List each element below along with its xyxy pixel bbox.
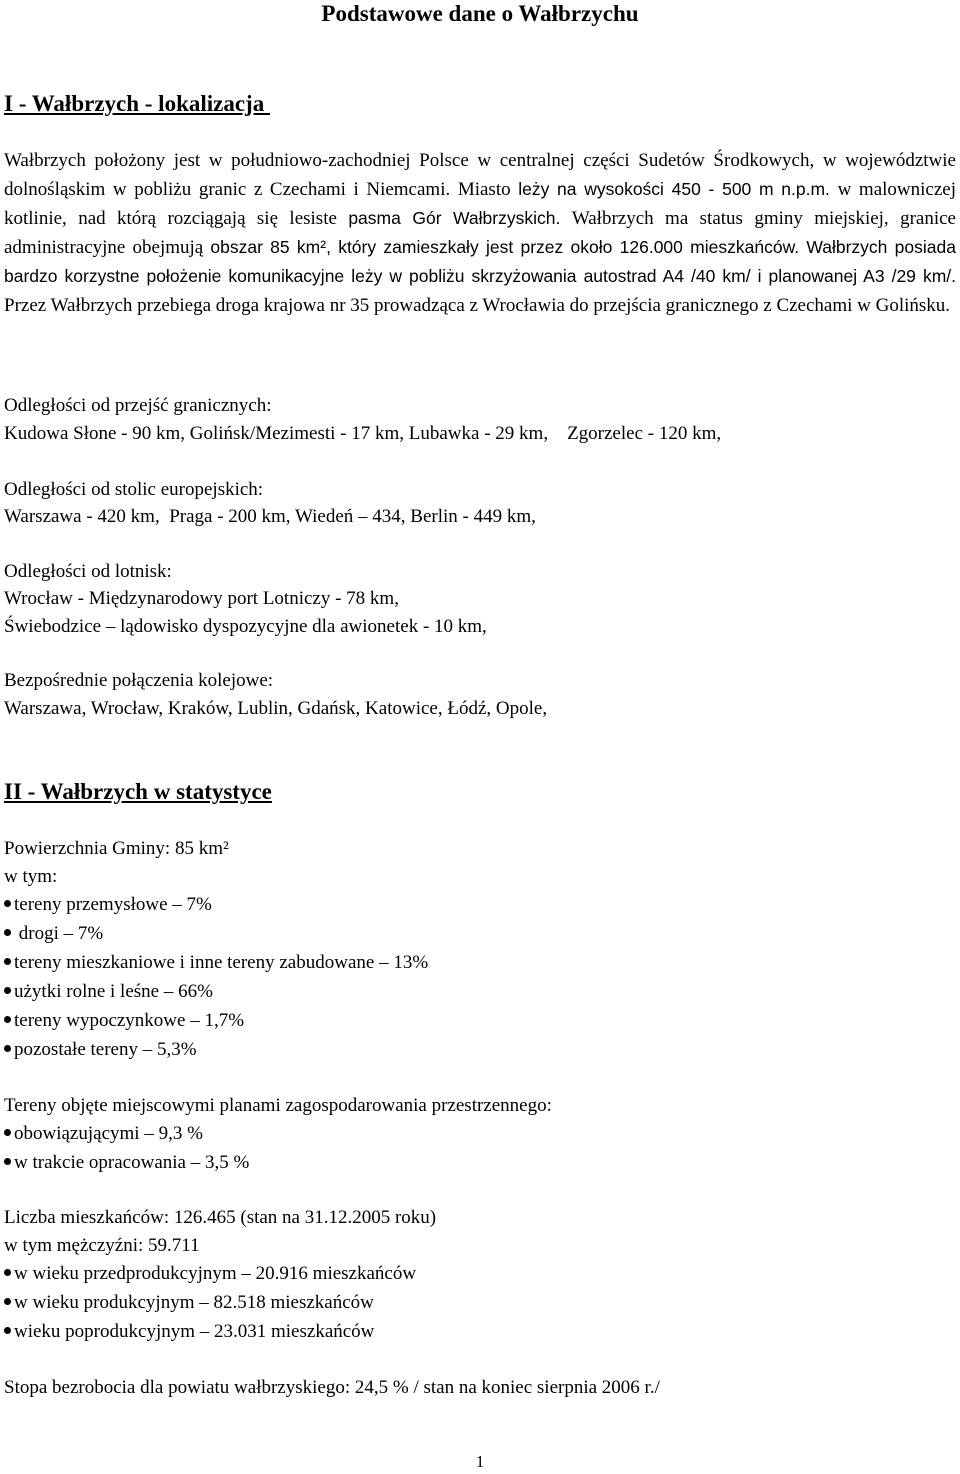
rail-label: Bezpośrednie połączenia kolejowe: bbox=[4, 670, 274, 691]
document-title: Podstawowe dane o Wałbrzychu bbox=[321, 1, 639, 26]
bullet-icon bbox=[4, 929, 11, 936]
section-1-heading: I - Wałbrzych - lokalizacja bbox=[4, 91, 270, 116]
men-line: w tym mężczyźni: 59.711 bbox=[4, 1235, 200, 1256]
capitals-value: Warszawa - 420 km, Praga - 200 km, Wiedeń – 434, Berlin - 449 km, bbox=[4, 506, 536, 527]
intro-text-6: obszar 85 km², który zamieszkały jest przez około 126.000 mieszkańców. Wałbrzych posiada bardzo korzystne położenie komunikacyjne leży w pobliżu skrzyżowania autostrad A4 /40 km/ i planowanej A3 /29 km/. bbox=[4, 237, 956, 286]
intro-text-4: pasma Gór Wałbrzyskich. bbox=[348, 208, 572, 228]
list-item: wieku poprodukcyjnym – 23.031 mieszkańców bbox=[4, 1320, 374, 1344]
list-item: w wieku przedprodukcyjnym – 20.916 mieszkańców bbox=[4, 1262, 416, 1286]
section-2-heading: II - Wałbrzych w statystyce bbox=[4, 779, 272, 804]
bullet-icon bbox=[4, 1045, 11, 1052]
list-item: w wieku produkcyjnym – 82.518 mieszkańców bbox=[4, 1291, 374, 1315]
bullet-icon bbox=[4, 1129, 11, 1136]
airports-value-2: Świebodzice – lądowisko dyspozycyjne dla awionetek - 10 km, bbox=[4, 616, 487, 637]
airports-value-1: Wrocław - Międzynarodowy port Lotniczy - 78 km, bbox=[4, 588, 399, 609]
intro-text-7: Przez Wałbrzych przebiega droga krajowa nr 35 prowadząca z Wrocławia do przejścia granicznego z Czechami w Golińsku. bbox=[4, 295, 951, 316]
border-crossings-label: Odległości od przejść granicznych: bbox=[4, 395, 272, 416]
rail-value: Warszawa, Wrocław, Kraków, Lublin, Gdańsk, Katowice, Łódź, Opole, bbox=[4, 698, 548, 719]
unemployment-line: Stopa bezrobocia dla powiatu wałbrzyskiego: 24,5 % / stan na koniec sierpnia 2006 r./ bbox=[4, 1377, 660, 1398]
intro-text-5: Wałbrzych ma status gminy miejskiej, granice administracyjne obejmują bbox=[4, 208, 956, 258]
border-crossings-value: Kudowa Słone - 90 km, Golińsk/Mezimesti - 17 km, Lubawka - 29 km, Zgorzelec - 120 km, bbox=[4, 423, 722, 444]
plans-label: Tereny objęte miejscowymi planami zagospodarowania przestrzennego: bbox=[4, 1095, 552, 1116]
page-number: 1 bbox=[475, 1452, 485, 1471]
bullet-icon bbox=[4, 958, 11, 965]
bullet-icon bbox=[4, 1158, 11, 1165]
list-item: drogi – 7% bbox=[4, 922, 103, 946]
list-item: użytki rolne i leśne – 66% bbox=[4, 980, 213, 1004]
bullet-icon bbox=[4, 987, 11, 994]
list-item: tereny mieszkaniowe i inne tereny zabudowane – 13% bbox=[4, 951, 428, 975]
list-item: obowiązującymi – 9,3 % bbox=[4, 1122, 203, 1146]
list-item: w trakcie opracowania – 3,5 % bbox=[4, 1151, 249, 1175]
capitals-label: Odległości od stolic europejskich: bbox=[4, 479, 264, 500]
bullet-icon bbox=[4, 1298, 11, 1305]
area-line: Powierzchnia Gminy: 85 km² bbox=[4, 838, 229, 859]
list-item: pozostałe tereny – 5,3% bbox=[4, 1038, 197, 1062]
population-line: Liczba mieszkańców: 126.465 (stan na 31.12.2005 roku) bbox=[4, 1207, 437, 1228]
bullet-icon bbox=[4, 900, 11, 907]
airports-label: Odległości od lotnisk: bbox=[4, 561, 172, 582]
list-item: tereny przemysłowe – 7% bbox=[4, 893, 212, 917]
bullet-icon bbox=[4, 1016, 11, 1023]
including-line: w tym: bbox=[4, 866, 58, 887]
intro-text-3: w malowniczej kotlinie, nad którą rozciągają się lesiste bbox=[4, 179, 956, 229]
location-paragraph bbox=[4, 146, 956, 320]
intro-text-1: Wałbrzych położony jest w południowo-zachodniej Polsce w centralnej części Sudetów Środkowych, w województwie dolnośląskim w pobliżu granic z Czechami i Niemcami. Miasto bbox=[4, 150, 956, 200]
bullet-icon bbox=[4, 1269, 11, 1276]
bullet-icon bbox=[4, 1327, 11, 1334]
intro-text-2: leży na wysokości 450 - 500 m n.p.m. bbox=[518, 179, 838, 199]
list-item: tereny wypoczynkowe – 1,7% bbox=[4, 1009, 244, 1033]
